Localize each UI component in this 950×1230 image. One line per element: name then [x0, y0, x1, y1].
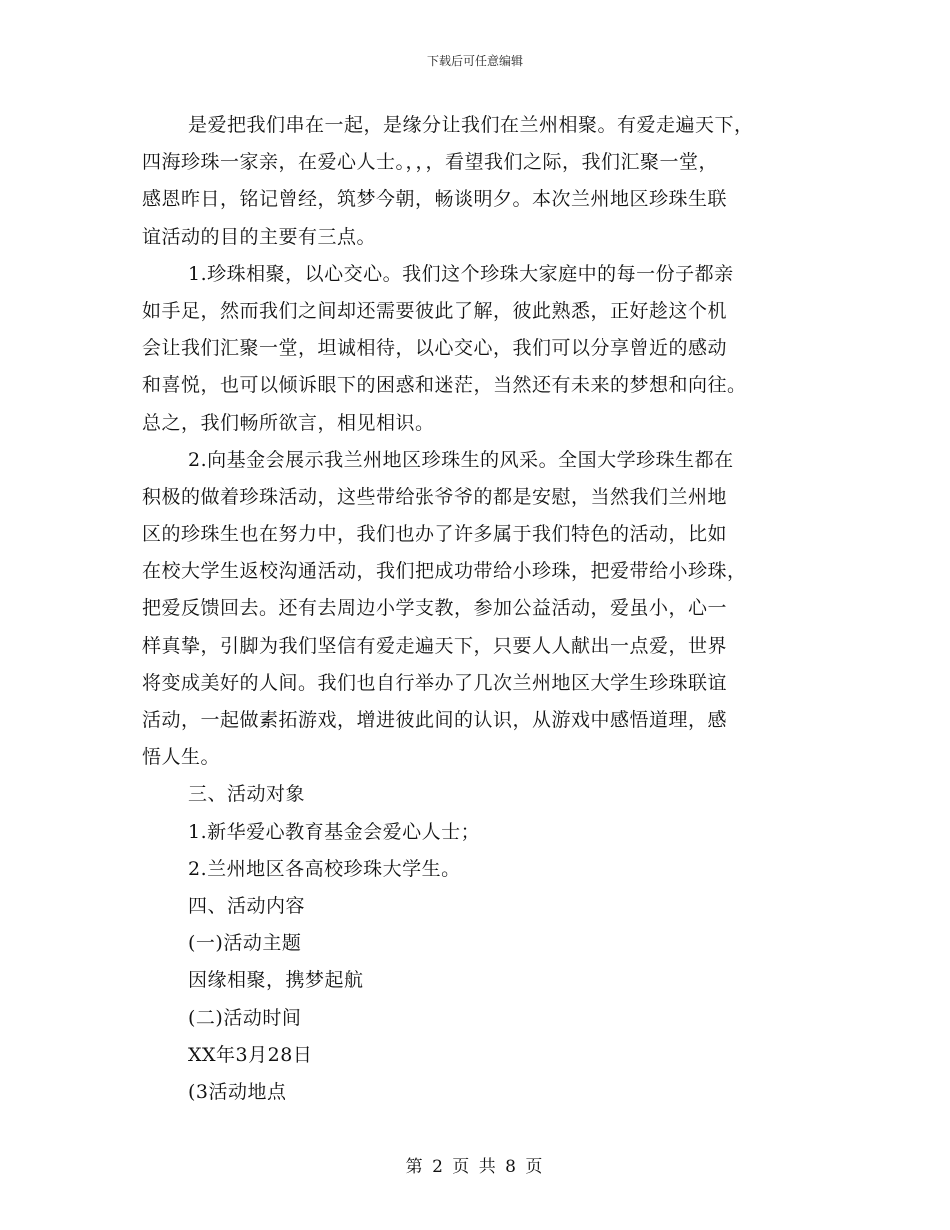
text-line: 2.兰州地区各高校珍珠大学生。	[188, 857, 461, 880]
text-line: 将变成美好的人间。我们也自行举办了几次兰州地区大学生珍珠联谊	[142, 671, 728, 694]
text-line: 感恩昨日，铭记曾经，筑梦今朝，畅谈明夕。本次兰州地区珍珠生联	[142, 188, 728, 211]
text-line: 三、活动对象	[188, 783, 306, 806]
text-line: (一)活动主题	[188, 932, 302, 955]
text-line: (二)活动时间	[188, 1006, 302, 1029]
text-line: 因缘相聚，携梦起航	[188, 969, 364, 992]
text-line: XX年3月28日	[188, 1043, 313, 1066]
text-line: (3活动地点	[188, 1080, 287, 1103]
text-line: 2.向基金会展示我兰州地区珍珠生的风采。全国大学珍珠生都在	[188, 448, 734, 471]
text-line: 总之，我们畅所欲言，相见相识。	[142, 411, 435, 434]
text-line: 四海珍珠一家亲，在爱心人士。，，，看望我们之际，我们汇聚一堂，	[142, 151, 719, 174]
text-line: 是爱把我们串在一起，是缘分让我们在兰州相聚。有爱走遍天下，	[188, 114, 754, 136]
text-line: 在校大学生返校沟通活动，我们把成功带给小珍珠，把爱带给小珍珠，	[142, 560, 747, 583]
text-line: 1.珍珠相聚，以心交心。我们这个珍珠大家庭中的每一份子都亲	[188, 262, 734, 285]
text-line: 谊活动的目的主要有三点。	[142, 225, 377, 248]
text-line: 积极的做着珍珠活动，这些带给张爷爷的都是安慰，当然我们兰州地	[142, 485, 728, 508]
text-line: 1.新华爱心教育基金会爱心人士；	[188, 820, 481, 843]
text-line: 活动，一起做素拓游戏，增进彼此间的认识，从游戏中感悟道理，感	[142, 709, 728, 731]
text-line: 把爱反馈回去。还有去周边小学支教，参加公益活动，爱虽小，心一	[142, 597, 728, 620]
text-line: 悟人生。	[142, 746, 221, 769]
text-line: 区的珍珠生也在努力中，我们也办了许多属于我们特色的活动，比如	[142, 523, 728, 546]
document-body	[142, 107, 810, 1111]
text-line: 会让我们汇聚一堂，坦诚相待，以心交心，我们可以分享曾近的感动	[142, 337, 728, 360]
page-header: 下载后可任意编辑	[426, 54, 523, 68]
text-line: 如手足，然而我们之间却还需要彼此了解，彼此熟悉，正好趁这个机	[142, 299, 728, 322]
text-line: 和喜悦，也可以倾诉眼下的困惑和迷茫，当然还有未来的梦想和向往。	[142, 374, 747, 397]
text-line: 四、活动内容	[188, 894, 306, 917]
page-number-footer: 第 2 页 共 8 页	[405, 1157, 545, 1177]
text-line: 样真挚，引脚为我们坚信有爱走遍天下，只要人人献出一点爱，世界	[142, 634, 728, 657]
